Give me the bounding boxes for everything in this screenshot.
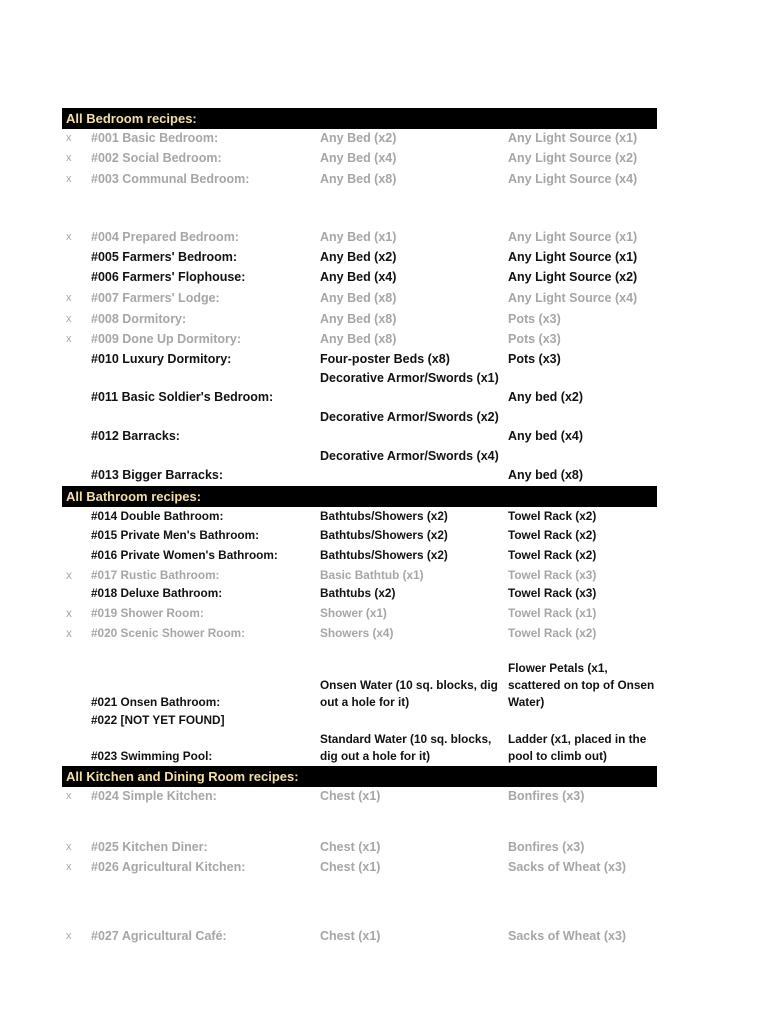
recipe-name: #006 Farmers' Flophouse: — [91, 270, 246, 284]
section-header-kitchen: All Kitchen and Dining Room recipes: — [62, 766, 657, 787]
ingredient-2: Pots (x3) — [508, 312, 561, 326]
ingredient-1: Decorative Armor/Swords (x2) — [320, 410, 499, 424]
ingredient-1: Decorative Armor/Swords (x1) — [320, 371, 499, 385]
ingredient-2: Bonfires (x3) — [508, 789, 585, 803]
ingredient-2: Sacks of Wheat (x3) — [508, 860, 627, 874]
ingredient-2: Any Light Source (x2) — [508, 151, 638, 165]
recipe-name: #001 Basic Bedroom: — [91, 131, 219, 145]
ingredient-1: Any Bed (x4) — [320, 270, 397, 284]
ingredient-1: Bathtubs/Showers (x2) — [320, 509, 448, 523]
recipe-row — [0, 448, 768, 484]
recipe-row — [0, 130, 768, 148]
done-mark: x — [66, 841, 72, 853]
recipe-name: #025 Kitchen Diner: — [91, 840, 208, 854]
recipe-row — [0, 788, 768, 806]
done-mark: x — [66, 626, 72, 640]
ingredient-1: Chest (x1) — [320, 840, 381, 854]
recipe-name: #012 Barracks: — [91, 429, 180, 443]
recipe-name: #002 Social Bedroom: — [91, 151, 222, 165]
recipe-row — [0, 928, 768, 946]
ingredient-1: Standard Water (10 sq. blocks, dig out a hole for it) — [320, 732, 492, 763]
recipe-name: #010 Luxury Dormitory: — [91, 352, 232, 366]
ingredient-2: Sacks of Wheat (x3) — [508, 929, 627, 943]
ingredient-1: Bathtubs/Showers (x2) — [320, 528, 448, 542]
recipe-name: #026 Agricultural Kitchen: — [91, 860, 246, 874]
recipe-name: #027 Agricultural Café: — [91, 929, 227, 943]
ingredient-1: Chest (x1) — [320, 929, 381, 943]
ingredient-1: Any Bed (x8) — [320, 312, 397, 326]
recipe-row — [0, 171, 768, 189]
ingredient-2: Towel Rack (x2) — [508, 509, 597, 523]
ingredient-1: Any Bed (x1) — [320, 230, 397, 244]
ingredient-2: Towel Rack (x3) — [508, 568, 597, 582]
ingredient-2: Any Light Source (x2) — [508, 270, 638, 284]
ingredient-2: Towel Rack (x2) — [508, 548, 597, 562]
ingredient-2: Any Light Source (x4) — [508, 172, 638, 186]
recipe-name: #024 Simple Kitchen: — [91, 789, 217, 803]
recipe-row — [0, 351, 768, 369]
ingredient-2: Pots (x3) — [508, 352, 561, 366]
done-mark: x — [66, 333, 72, 345]
ingredient-2: Any bed (x8) — [508, 468, 584, 482]
ingredient-1: Any Bed (x8) — [320, 332, 397, 346]
recipe-row — [0, 567, 768, 585]
ingredient-1: Four-poster Beds (x8) — [320, 352, 450, 366]
recipe-row — [0, 605, 768, 623]
recipe-row — [0, 311, 768, 329]
done-mark: x — [66, 861, 72, 873]
recipe-row — [0, 508, 768, 526]
recipe-name: #004 Prepared Bedroom: — [91, 230, 239, 244]
recipe-row — [0, 859, 768, 877]
done-mark: x — [66, 313, 72, 325]
recipe-name: #019 Shower Room: — [91, 606, 204, 620]
ingredient-1: Basic Bathtub (x1) — [320, 568, 424, 582]
recipe-row — [0, 249, 768, 267]
recipe-name: #003 Communal Bedroom: — [91, 172, 250, 186]
recipe-row — [0, 731, 768, 767]
recipe-row — [0, 269, 768, 287]
recipe-name: #009 Done Up Dormitory: — [91, 332, 242, 346]
ingredient-1: Chest (x1) — [320, 860, 381, 874]
done-mark: x — [66, 568, 72, 582]
recipe-name: #023 Swimming Pool: — [91, 749, 213, 763]
recipe-name: #014 Double Bathroom: — [91, 509, 224, 523]
recipe-row — [0, 625, 768, 643]
section-header-bedroom: All Bedroom recipes: — [62, 108, 657, 129]
ingredient-1: Any Bed (x2) — [320, 131, 397, 145]
ingredient-2: Any bed (x4) — [508, 429, 584, 443]
ingredient-2: Towel Rack (x3) — [508, 586, 597, 600]
done-mark: x — [66, 790, 72, 802]
done-mark: x — [66, 173, 72, 185]
recipe-row — [0, 290, 768, 308]
recipe-row — [0, 660, 768, 714]
recipe-row — [0, 712, 768, 730]
ingredient-1: Any Bed (x4) — [320, 151, 397, 165]
ingredient-2: Any Light Source (x1) — [508, 131, 638, 145]
ingredient-1: Decorative Armor/Swords (x4) — [320, 449, 499, 463]
ingredient-2: Towel Rack (x2) — [508, 626, 597, 640]
recipe-row — [0, 547, 768, 565]
ingredient-1: Any Bed (x8) — [320, 291, 397, 305]
ingredient-1: Onsen Water (10 sq. blocks, dig out a hole for it) — [320, 678, 498, 709]
ingredient-1: Bathtubs/Showers (x2) — [320, 548, 448, 562]
recipe-name: #021 Onsen Bathroom: — [91, 695, 221, 709]
ingredient-2: Bonfires (x3) — [508, 840, 585, 854]
ingredient-2: Any bed (x2) — [508, 390, 584, 404]
recipe-name: #017 Rustic Bathroom: — [91, 568, 220, 582]
recipe-name: #020 Scenic Shower Room: — [91, 626, 246, 640]
recipe-row — [0, 585, 768, 603]
ingredient-1: Any Bed (x8) — [320, 172, 397, 186]
ingredient-2: Any Light Source (x1) — [508, 230, 638, 244]
ingredient-2: Pots (x3) — [508, 332, 561, 346]
recipe-row — [0, 370, 768, 406]
recipe-row — [0, 331, 768, 349]
recipe-row — [0, 409, 768, 445]
ingredient-2: Any Light Source (x4) — [508, 291, 638, 305]
ingredient-1: Chest (x1) — [320, 789, 381, 803]
done-mark: x — [66, 606, 72, 620]
ingredient-2: Towel Rack (x1) — [508, 606, 597, 620]
ingredient-1: Showers (x4) — [320, 626, 394, 640]
ingredient-2: Ladder (x1, placed in the pool to climb out) — [508, 732, 647, 763]
ingredient-1: Shower (x1) — [320, 606, 387, 620]
ingredient-2: Flower Petals (x1, scattered on top of Onsen Water) — [508, 661, 655, 709]
recipe-name: #007 Farmers' Lodge: — [91, 291, 220, 305]
recipe-name: #013 Bigger Barracks: — [91, 468, 224, 482]
done-mark: x — [66, 132, 72, 144]
recipe-row — [0, 150, 768, 168]
section-header-bathroom: All Bathroom recipes: — [62, 486, 657, 507]
recipe-name: #018 Deluxe Bathroom: — [91, 586, 223, 600]
recipe-row — [0, 527, 768, 545]
ingredient-1: Bathtubs (x2) — [320, 586, 396, 600]
ingredient-2: Any Light Source (x1) — [508, 250, 638, 264]
recipe-name: #011 Basic Soldier's Bedroom: — [91, 390, 274, 404]
done-mark: x — [66, 152, 72, 164]
ingredient-2: Towel Rack (x2) — [508, 528, 597, 542]
done-mark: x — [66, 292, 72, 304]
recipe-name: #005 Farmers' Bedroom: — [91, 250, 238, 264]
recipe-row — [0, 229, 768, 247]
recipe-row — [0, 839, 768, 857]
recipe-name: #016 Private Women's Bathroom: — [91, 548, 278, 562]
done-mark: x — [66, 231, 72, 243]
recipe-name: #008 Dormitory: — [91, 312, 187, 326]
recipe-name: #022 [NOT YET FOUND] — [91, 713, 225, 727]
done-mark: x — [66, 930, 72, 942]
ingredient-1: Any Bed (x2) — [320, 250, 397, 264]
recipe-name: #015 Private Men's Bathroom: — [91, 528, 260, 542]
